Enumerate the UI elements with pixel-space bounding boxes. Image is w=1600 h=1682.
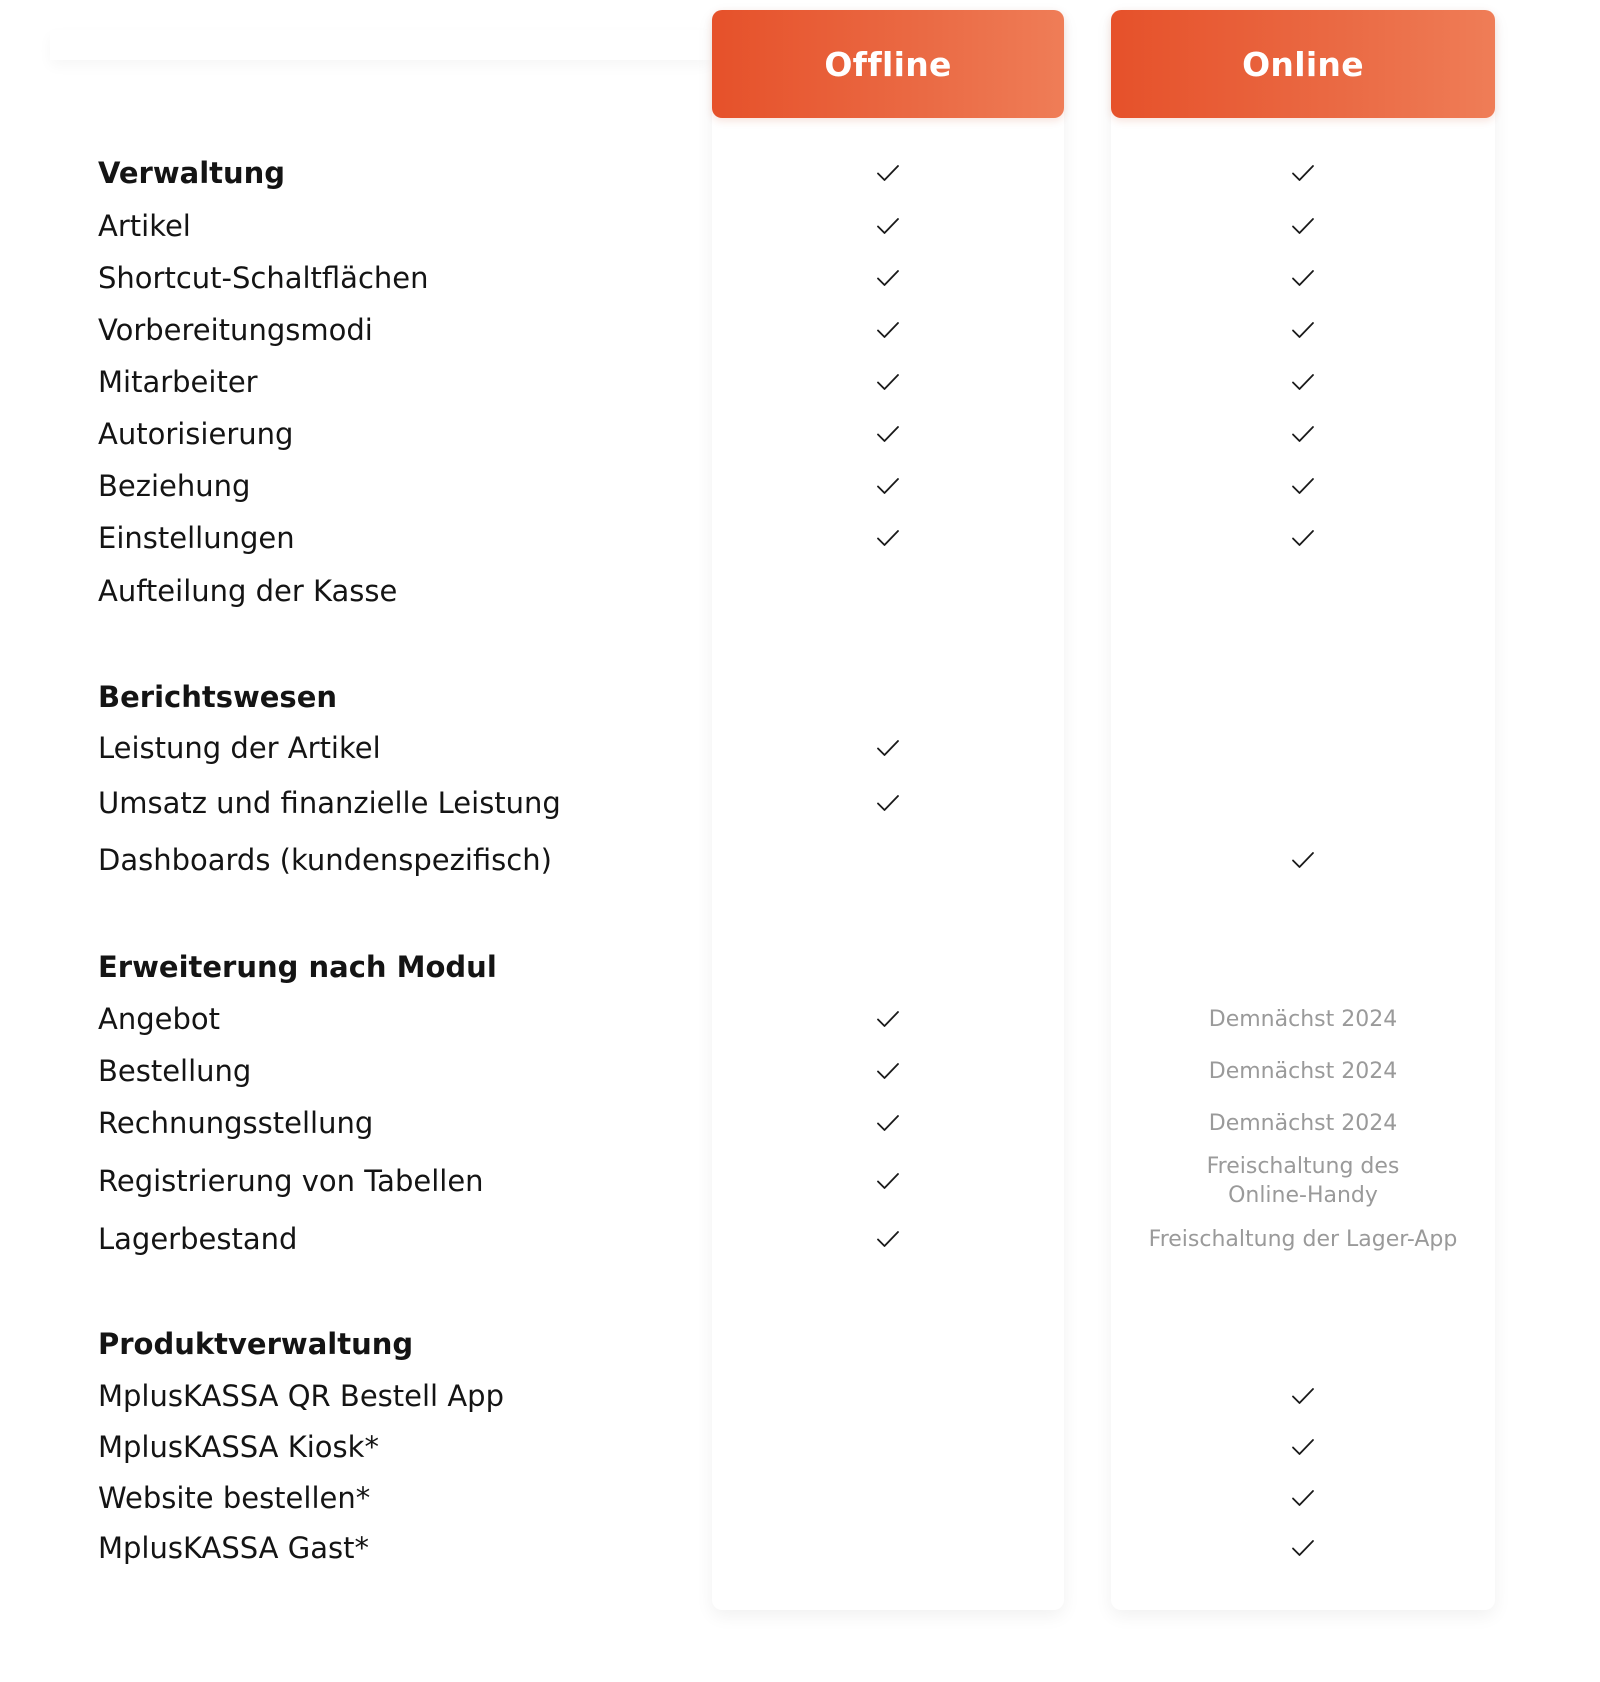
section-header-row [0, 148, 1600, 198]
check-icon [875, 423, 901, 445]
section-header-row [0, 942, 1600, 992]
check-icon [875, 1228, 901, 1250]
offline-cell [712, 566, 1064, 616]
check-icon [1290, 527, 1316, 549]
header-spacer [50, 30, 710, 60]
online-cell [1111, 778, 1495, 828]
online-cell [1111, 305, 1495, 355]
feature-label: MplusKASSA QR Bestell App [98, 1379, 504, 1413]
online-cell [1111, 1473, 1495, 1523]
check-icon [1290, 849, 1316, 871]
offline-cell [712, 409, 1064, 459]
offline-cell [712, 1473, 1064, 1523]
online-cell [1111, 513, 1495, 563]
offline-cell [712, 513, 1064, 563]
check-icon [1290, 371, 1316, 393]
table-row [0, 201, 1600, 251]
availability-note: Freischaltung des Online-Handy [1206, 1154, 1400, 1208]
feature-label: Dashboards (kundenspezifisch) [98, 843, 552, 877]
table-row [0, 253, 1600, 303]
feature-label: Autorisierung [98, 417, 294, 451]
check-icon [1290, 1537, 1316, 1559]
table-row [0, 1473, 1600, 1523]
offline-cell [712, 357, 1064, 407]
table-row [0, 409, 1600, 459]
check-icon [875, 527, 901, 549]
table-row [0, 461, 1600, 511]
section-title: Produktverwaltung [98, 1327, 414, 1361]
online-cell [1111, 409, 1495, 459]
check-icon [1290, 215, 1316, 237]
availability-note: Freischaltung der Lager-App [1148, 1226, 1458, 1252]
online-cell [1111, 1046, 1495, 1096]
check-icon [1290, 475, 1316, 497]
check-icon [875, 215, 901, 237]
feature-label: Mitarbeiter [98, 365, 258, 399]
table-row [0, 1422, 1600, 1472]
feature-label: Artikel [98, 209, 191, 243]
feature-label: Beziehung [98, 469, 251, 503]
online-cell [1111, 357, 1495, 407]
check-icon [875, 162, 901, 184]
feature-label: Lagerbestand [98, 1222, 298, 1256]
table-row [0, 723, 1600, 773]
online-cell [1111, 1214, 1495, 1264]
section-title: Berichtswesen [98, 680, 338, 714]
offline-cell [712, 994, 1064, 1044]
offline-cell [712, 672, 1064, 722]
offline-cell [712, 305, 1064, 355]
online-cell [1111, 994, 1495, 1044]
offline-cell [712, 461, 1064, 511]
online-cell [1111, 723, 1495, 773]
check-icon [875, 475, 901, 497]
offline-cell [712, 835, 1064, 885]
check-icon [875, 737, 901, 759]
check-icon [1290, 1436, 1316, 1458]
section-title: Erweiterung nach Modul [98, 950, 497, 984]
offline-cell [712, 778, 1064, 828]
table-row [0, 835, 1600, 885]
check-icon [1290, 423, 1316, 445]
table-row [0, 1214, 1600, 1264]
feature-label: Einstellungen [98, 521, 295, 555]
feature-label: Bestellung [98, 1054, 252, 1088]
online-cell [1111, 835, 1495, 885]
online-cell [1111, 1156, 1495, 1206]
table-row [0, 1523, 1600, 1573]
section-header-row [0, 1319, 1600, 1369]
offline-column-header: Offline [712, 10, 1064, 118]
check-icon [875, 1008, 901, 1030]
check-icon [1290, 1385, 1316, 1407]
offline-cell [712, 942, 1064, 992]
feature-label: Rechnungsstellung [98, 1106, 374, 1140]
online-cell [1111, 253, 1495, 303]
check-icon [875, 1170, 901, 1192]
table-row [0, 357, 1600, 407]
availability-note: Demnächst 2024 [1208, 1058, 1398, 1084]
offline-cell [712, 723, 1064, 773]
check-icon [875, 319, 901, 341]
offline-cell [712, 1156, 1064, 1206]
table-row [0, 566, 1600, 616]
online-cell [1111, 148, 1495, 198]
feature-label: MplusKASSA Kiosk* [98, 1430, 379, 1464]
availability-note: Demnächst 2024 [1208, 1110, 1398, 1136]
feature-label: Vorbereitungsmodi [98, 313, 373, 347]
availability-note: Demnächst 2024 [1208, 1006, 1398, 1032]
online-cell [1111, 942, 1495, 992]
feature-label: Aufteilung der Kasse [98, 574, 398, 608]
check-icon [1290, 162, 1316, 184]
feature-label: Umsatz und finanzielle Leistung [98, 786, 561, 820]
check-icon [875, 792, 901, 814]
offline-cell [712, 148, 1064, 198]
online-cell [1111, 201, 1495, 251]
feature-label: Registrierung von Tabellen [98, 1164, 484, 1198]
table-row [0, 305, 1600, 355]
online-cell [1111, 461, 1495, 511]
online-column-header: Online [1111, 10, 1495, 118]
table-row [0, 994, 1600, 1044]
feature-label: Website bestellen* [98, 1481, 371, 1515]
check-icon [875, 1060, 901, 1082]
online-cell [1111, 1319, 1495, 1369]
offline-cell [712, 1214, 1064, 1264]
check-icon [875, 267, 901, 289]
check-icon [875, 371, 901, 393]
check-icon [875, 1112, 901, 1134]
online-cell [1111, 672, 1495, 722]
offline-cell [712, 1046, 1064, 1096]
feature-label: Shortcut-Schaltflächen [98, 261, 429, 295]
offline-cell [712, 1371, 1064, 1421]
online-cell [1111, 1422, 1495, 1472]
online-cell [1111, 566, 1495, 616]
table-row [0, 1046, 1600, 1096]
offline-cell [712, 1098, 1064, 1148]
check-icon [1290, 267, 1316, 289]
table-row [0, 1156, 1600, 1206]
table-row [0, 778, 1600, 828]
offline-cell [712, 201, 1064, 251]
table-row [0, 513, 1600, 563]
feature-label: Leistung der Artikel [98, 731, 381, 765]
offline-cell [712, 1523, 1064, 1573]
offline-cell [712, 1422, 1064, 1472]
offline-cell [712, 253, 1064, 303]
offline-cell [712, 1319, 1064, 1369]
online-cell [1111, 1523, 1495, 1573]
table-row [0, 1371, 1600, 1421]
online-cell [1111, 1098, 1495, 1148]
section-header-row [0, 672, 1600, 722]
online-cell [1111, 1371, 1495, 1421]
check-icon [1290, 1487, 1316, 1509]
feature-label: MplusKASSA Gast* [98, 1531, 369, 1565]
feature-label: Angebot [98, 1002, 220, 1036]
table-row [0, 1098, 1600, 1148]
section-title: Verwaltung [98, 156, 286, 190]
check-icon [1290, 319, 1316, 341]
